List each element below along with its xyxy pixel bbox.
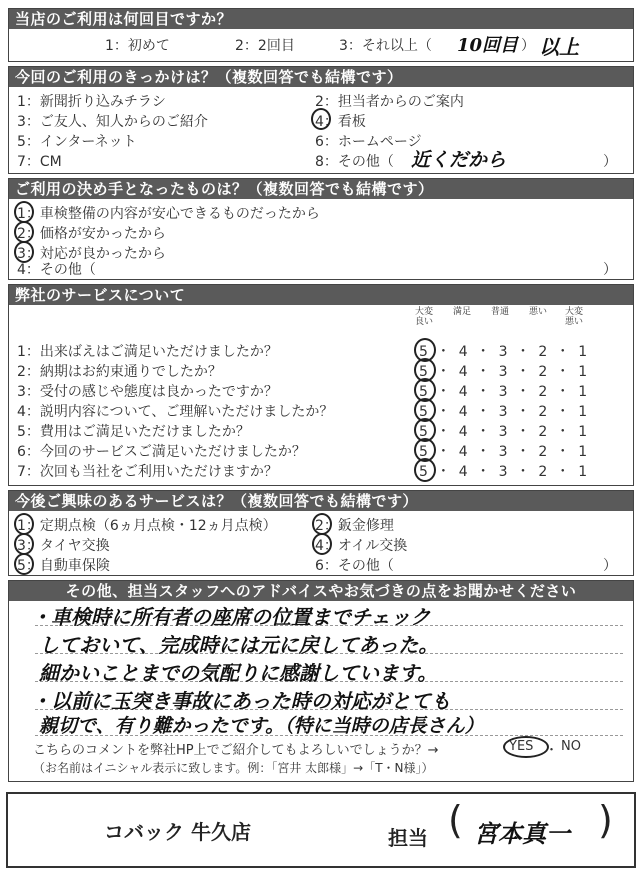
decision-section — [8, 178, 634, 280]
staff-open-paren: ( — [448, 798, 463, 842]
service-rating-4[interactable]: 5 ・ 4 ・ 3 ・ 2 ・ 1 — [419, 404, 590, 420]
decision-item-2[interactable]: 2：価格が安かったから — [17, 226, 166, 242]
trigger-item-8[interactable]: 8：その他（ — [315, 154, 394, 170]
visits-option-2[interactable]: 2：2回目 — [235, 38, 295, 54]
trigger-section — [8, 66, 634, 174]
interest-item-4-circle — [312, 533, 332, 555]
comments-separator: ・ — [545, 743, 559, 758]
service-rating-2[interactable]: 5 ・ 4 ・ 3 ・ 2 ・ 1 — [419, 364, 590, 380]
visits-title: 当店のご利用は何回目ですか？ — [9, 9, 633, 29]
staff-close-paren: ) — [598, 798, 613, 842]
service-col-satisfied: 満足 — [452, 307, 471, 317]
interest-item-3-circle — [14, 533, 34, 555]
interest-item-2-circle — [312, 513, 332, 535]
service-rating-5[interactable]: 5 ・ 4 ・ 3 ・ 2 ・ 1 — [419, 424, 590, 440]
trigger-other-answer: 近くだから — [411, 149, 507, 171]
service-question-4: 4：説明内容について、ご理解いただけましたか？ — [17, 404, 334, 420]
interest-title: 今後ご興味のあるサービスは？（複数回答でも結構です） — [9, 491, 633, 511]
trigger-item-3[interactable]: 3：ご友人、知人からのご紹介 — [17, 114, 208, 130]
staff-name: 宮本真一 — [474, 819, 570, 848]
decision-other-close: ） — [603, 262, 617, 278]
service-question-1: 1：出来ばえはご満足いただけましたか？ — [17, 344, 278, 360]
trigger-item-6[interactable]: 6：ホームページ — [315, 134, 422, 150]
service-question-3: 3：受付の感じや態度は良かったですか？ — [17, 384, 278, 400]
interest-item-1[interactable]: 1：定期点検（6ヵ月点検・12ヵ月点検） — [17, 518, 277, 534]
comments-yes-option[interactable]: YES — [509, 739, 534, 754]
interest-other-close: ） — [603, 558, 617, 574]
visits-option-1[interactable]: 1：初めて — [105, 38, 170, 54]
visits-close: ） — [521, 38, 535, 54]
service-rating-3[interactable]: 5 ・ 4 ・ 3 ・ 2 ・ 1 — [419, 384, 590, 400]
decision-title: ご利用の決め手となったものは？（複数回答でも結構です） — [9, 179, 633, 199]
comment-line-4: ・以前に玉突き事故にあった時の対応がとても — [31, 689, 451, 713]
interest-item-6[interactable]: 6：その他（ — [315, 558, 394, 574]
trigger-item-7[interactable]: 7：CM — [17, 154, 62, 170]
trigger-item-1[interactable]: 1：新聞折り込みチラシ — [17, 94, 166, 110]
service-question-2: 2：納期はお約束通りでしたか？ — [17, 364, 222, 380]
visits-extra: 以上 — [539, 35, 579, 59]
interest-section — [8, 490, 634, 576]
service-col-very-bad: 大変 悪い — [564, 307, 583, 327]
comments-section — [8, 580, 634, 782]
footer-box — [6, 792, 636, 868]
interest-item-1-circle — [14, 513, 34, 535]
trigger-item-4-circle — [311, 108, 331, 130]
comments-permission-question: こちらのコメントを弊社HP上でご紹介してもよろしいでしょうか？→ — [33, 743, 439, 758]
decision-item-2-circle — [14, 221, 34, 243]
decision-item-1-circle — [14, 201, 34, 223]
service-question-7: 7：次回も当社をご利用いただけますか？ — [17, 464, 278, 480]
decision-item-4[interactable]: 4：その他（ — [17, 262, 96, 278]
trigger-item-4[interactable]: 4：看板 — [315, 114, 366, 130]
service-col-very-good: 大変 良い — [414, 307, 433, 327]
interest-item-3[interactable]: 3：タイヤ交換 — [17, 538, 110, 554]
service-col-bad: 悪い — [528, 307, 547, 317]
service-rating-7-circle — [414, 458, 436, 482]
interest-item-4[interactable]: 4：オイル交換 — [315, 538, 408, 554]
comments-yes-circle — [503, 736, 549, 758]
comments-no-option[interactable]: NO — [561, 739, 581, 754]
service-col-normal: 普通 — [490, 307, 509, 317]
visits-section — [8, 8, 634, 62]
decision-item-3[interactable]: 3：対応が良かったから — [17, 246, 166, 262]
comments-note: （お名前はイニシャル表示に致します。例：「宮井 太郎様」→「T・N様」） — [33, 761, 434, 775]
trigger-other-close: ） — [603, 154, 617, 170]
trigger-title: 今回のご利用のきっかけは？（複数回答でも結構です） — [9, 67, 633, 87]
trigger-item-5[interactable]: 5：インターネット — [17, 134, 137, 150]
comment-line-2: しておいて、完成時には元に戻してあった。 — [39, 633, 439, 657]
interest-item-5[interactable]: 5：自動車保険 — [17, 558, 110, 574]
service-title: 弊社のサービスについて — [9, 285, 633, 305]
comments-title: その他、担当スタッフへのアドバイスやお気づきの点をお聞かせください — [9, 581, 633, 601]
trigger-item-2[interactable]: 2：担当者からのご案内 — [315, 94, 464, 110]
service-question-6: 6：今回のサービスご満足いただけましたか？ — [17, 444, 306, 460]
comment-line-1: ・車検時に所有者の座席の位置までチェック — [31, 605, 431, 629]
service-rating-6[interactable]: 5 ・ 4 ・ 3 ・ 2 ・ 1 — [419, 444, 590, 460]
comment-line-3: 細かいことまでの気配りに感謝しています。 — [39, 661, 438, 685]
service-rating-7[interactable]: 5 ・ 4 ・ 3 ・ 2 ・ 1 — [419, 464, 590, 480]
service-question-5: 5：費用はご満足いただけましたか？ — [17, 424, 250, 440]
interest-item-2[interactable]: 2：鈑金修理 — [315, 518, 394, 534]
staff-label: 担当 — [388, 826, 428, 850]
decision-item-1[interactable]: 1：車検整備の内容が安心できるものだったから — [17, 206, 320, 222]
visits-answer: 10回目 — [457, 35, 519, 56]
shop-name: コバック 牛久店 — [104, 820, 251, 844]
comment-line-5: 親切で、有り難かったです。（特に当時の店長さん） — [39, 715, 484, 737]
interest-item-5-circle — [14, 553, 34, 575]
service-section — [8, 284, 634, 486]
visits-option-3[interactable]: 3：それ以上（ — [339, 38, 432, 54]
service-rating-1[interactable]: 5 ・ 4 ・ 3 ・ 2 ・ 1 — [419, 344, 590, 360]
